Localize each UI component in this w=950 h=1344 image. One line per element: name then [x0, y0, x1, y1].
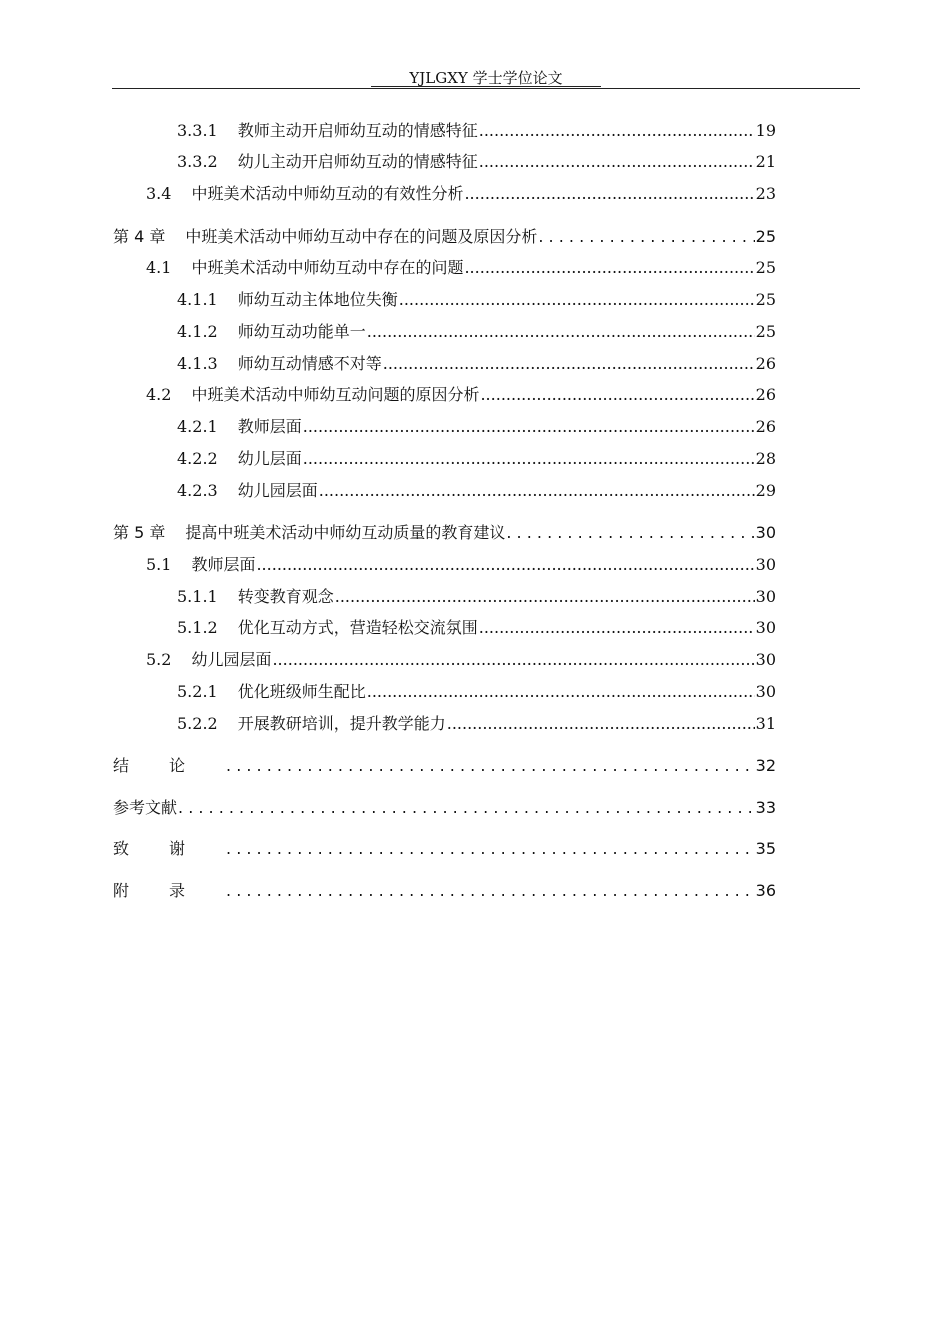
toc-dot-leader — [226, 839, 755, 859]
toc-entry-title: 优化班级师生配比 — [237, 682, 366, 701]
toc-entry[interactable] — [146, 555, 776, 575]
toc-entry-title: 师幼互动主体地位失衡 — [237, 290, 398, 309]
toc-entry[interactable] — [177, 322, 776, 342]
toc-entry[interactable] — [177, 152, 776, 172]
toc-dot-leader — [464, 184, 754, 204]
toc-entry-number: 5.1 — [146, 555, 172, 574]
toc-entry-page: 35 — [755, 839, 776, 858]
toc-entry-title: 中班美术活动中师幼互动问题的原因分析 — [191, 385, 480, 404]
toc-entry[interactable] — [177, 354, 776, 374]
toc-entry-number: 4.1 — [146, 258, 172, 277]
toc-entry[interactable] — [146, 385, 776, 405]
toc-entry-page: 21 — [755, 152, 776, 171]
toc-entry-page: 28 — [755, 449, 776, 468]
toc-dot-leader — [464, 258, 754, 278]
toc-entry[interactable] — [146, 650, 776, 670]
toc-entry-title: 附录 — [113, 881, 226, 900]
toc-entry-title: 教师层面 — [191, 555, 256, 574]
toc-entry-page: 30 — [755, 523, 776, 542]
toc-entry-page: 26 — [755, 354, 776, 373]
toc-entry[interactable] — [177, 587, 776, 607]
toc-entry-title: 师幼互动功能单一 — [237, 322, 366, 341]
toc-entry-page: 30 — [755, 618, 776, 637]
toc-entry[interactable] — [177, 481, 776, 501]
toc-entry-page: 25 — [755, 227, 776, 246]
toc-entry-title: 结论 — [113, 756, 226, 775]
toc-dot-leader — [479, 618, 755, 638]
toc-dot-leader — [335, 587, 755, 607]
toc-entry[interactable] — [146, 258, 776, 278]
toc-entry[interactable] — [177, 417, 776, 437]
toc-dot-leader — [303, 449, 755, 469]
toc-dot-leader — [303, 417, 755, 437]
toc-entry-page: 29 — [755, 481, 776, 500]
toc-entry-title: 中班美术活动中师幼互动中存在的问题及原因分析 — [185, 227, 538, 246]
toc-dot-leader — [272, 650, 754, 670]
toc-dot-leader — [479, 121, 755, 141]
toc-conclusion-entry[interactable] — [113, 756, 776, 776]
toc-acknowledgements-entry[interactable] — [113, 839, 776, 859]
toc-entry-title: 开展教研培训，提升教学能力 — [237, 714, 446, 733]
toc-entry-title: 参考文献 — [113, 798, 178, 817]
toc-dot-leader — [399, 290, 755, 310]
toc-entry-number: 3.4 — [146, 184, 172, 203]
toc-entry-title: 教师主动开启师幼互动的情感特征 — [237, 121, 478, 140]
toc-entry-title: 教师层面 — [237, 417, 302, 436]
toc-entry[interactable] — [177, 449, 776, 469]
toc-dot-leader — [506, 523, 754, 543]
toc-entry-page: 19 — [755, 121, 776, 140]
toc-entry-page: 26 — [755, 417, 776, 436]
toc-entry[interactable] — [177, 682, 776, 702]
toc-appendix-entry[interactable] — [113, 881, 776, 901]
toc-entry-title: 优化互动方式，营造轻松交流氛围 — [237, 618, 478, 637]
toc-entry-title: 致谢 — [113, 839, 226, 858]
toc-entry[interactable] — [177, 290, 776, 310]
toc-entry[interactable] — [177, 618, 776, 638]
toc-entry[interactable] — [177, 714, 776, 734]
toc-chapter-number: 第 4 章 — [113, 227, 166, 246]
toc-dot-leader — [480, 385, 754, 405]
toc-dot-leader — [319, 481, 755, 501]
toc-entry-number: 5.2 — [146, 650, 172, 669]
toc-entry[interactable] — [177, 121, 776, 141]
toc-dot-leader — [226, 881, 755, 901]
toc-entry[interactable] — [146, 184, 776, 204]
toc-entry-page: 25 — [755, 258, 776, 277]
toc-entry-title: 转变教育观念 — [237, 587, 334, 606]
toc-dot-leader — [367, 322, 755, 342]
page-header: YJLGXY 学士学位论文 — [371, 70, 601, 87]
toc-entry-page: 30 — [755, 650, 776, 669]
toc-entry-page: 23 — [755, 184, 776, 203]
toc-entry-number: 3.3.1 — [177, 121, 218, 140]
toc-dot-leader — [538, 227, 754, 247]
toc-entry-page: 30 — [755, 682, 776, 701]
toc-dot-leader — [383, 354, 755, 374]
toc-entry-title: 幼儿层面 — [237, 449, 302, 468]
toc-entry-title: 中班美术活动中师幼互动的有效性分析 — [191, 184, 464, 203]
toc-entry-title: 幼儿园层面 — [237, 481, 318, 500]
toc-entry-title: 幼儿主动开启师幼互动的情感特征 — [237, 152, 478, 171]
toc-entry-number: 4.1.2 — [177, 322, 218, 341]
toc-entry-page: 30 — [755, 555, 776, 574]
toc-chapter-entry[interactable] — [113, 523, 776, 543]
toc-entry-number: 4.2.3 — [177, 481, 218, 500]
toc-entry-number: 5.2.2 — [177, 714, 218, 733]
toc-entry-page: 25 — [755, 322, 776, 341]
toc-entry-number: 4.2.1 — [177, 417, 218, 436]
toc-dot-leader — [226, 756, 755, 776]
toc-entry-page: 31 — [755, 714, 776, 733]
toc-entry-page: 33 — [755, 798, 776, 817]
toc-entry-title: 师幼互动情感不对等 — [237, 354, 382, 373]
toc-entry-number: 4.1.3 — [177, 354, 218, 373]
toc-dot-leader — [479, 152, 755, 172]
toc-entry-title: 中班美术活动中师幼互动中存在的问题 — [191, 258, 464, 277]
toc-references-entry[interactable] — [113, 798, 776, 818]
toc-dot-leader — [367, 682, 755, 702]
toc-entry-page: 30 — [755, 587, 776, 606]
toc-entry-number: 4.2.2 — [177, 449, 218, 468]
toc-entry-page: 25 — [755, 290, 776, 309]
toc-entry-page: 32 — [755, 756, 776, 775]
toc-entry-number: 4.1.1 — [177, 290, 218, 309]
toc-entry-title: 提高中班美术活动中师幼互动质量的教育建议 — [185, 523, 506, 542]
toc-dot-leader — [447, 714, 755, 734]
toc-entry-number: 3.3.2 — [177, 152, 218, 171]
toc-chapter-entry[interactable] — [113, 227, 776, 247]
toc-entry-number: 4.2 — [146, 385, 172, 404]
toc-dot-leader — [256, 555, 754, 575]
toc-entry-page: 36 — [755, 881, 776, 900]
toc-chapter-number: 第 5 章 — [113, 523, 166, 542]
toc-dot-leader — [178, 798, 755, 818]
toc-entry-number: 5.2.1 — [177, 682, 218, 701]
toc-entry-number: 5.1.2 — [177, 618, 218, 637]
toc-entry-page: 26 — [755, 385, 776, 404]
toc-entry-title: 幼儿园层面 — [191, 650, 272, 669]
toc-entry-number: 5.1.1 — [177, 587, 218, 606]
